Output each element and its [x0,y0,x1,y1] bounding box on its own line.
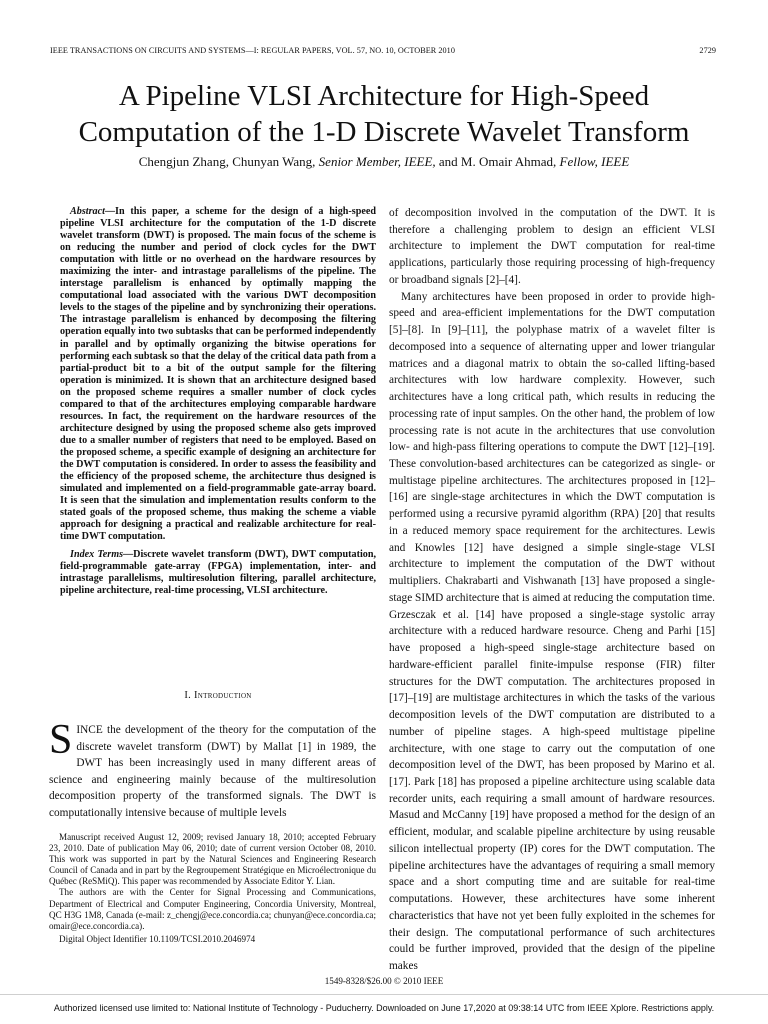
right-column [389,205,715,975]
license-notice: Authorized licensed use limited to: National Institute of Technology - Puducherry. Downloaded on June 17,2020 at 09:38:14 UTC from IEEE Xplore. Restrictions apply. [53,1003,715,1013]
abstract [60,206,376,543]
divider [0,994,768,995]
index-terms-text: Discrete wavelet transform (DWT), DWT computation, field-programmable gate-array (FPGA) implementation, inter- and intrastage parallelisms, multiresolution filtering, parallel architecture, pipeline architecture, real-time processing, VLSI architecture. [60,549,376,597]
section-number: I. [184,690,192,701]
abstract-label: Abstract [70,206,105,217]
doi-note: Digital Object Identifier 10.1109/TCSI.2010.2046974 [59,933,256,944]
manuscript-note: Manuscript received August 12, 2009; revised January 18, 2010; accepted February 23, 2010. Date of publication May 06, 2010; date of current version October 08, 2010. This work was supported in part by the Natural Sciences and Engineering Research Council of Canada and in part by the Regroupement Stratégique en Microélectronique du Québec (ReSMiQ). This paper was recommended by Associate Editor Y. Lian. [49,832,376,887]
index-terms-dash: — [123,549,134,561]
running-head [50,46,716,55]
first-page-footnotes [49,832,376,945]
left-column [60,206,376,598]
title-line-2: Computation of the 1-D Discrete Wavelet Transform [78,116,690,148]
drop-cap: S [49,717,73,763]
copyright-line: 1549-8328/$26.00 © 2010 IEEE [324,976,444,986]
author-1: Chengjun Zhang, [138,154,229,169]
body-paragraph: of decomposition involved in the computation of the DWT. It is therefore a challenging problem to design an efficient VLSI architecture to implement the DWT computation for real-time applications, particularly those requiring processing of high-frequency or broadband signals [2]–[4]. [389,207,715,286]
section-heading [60,690,376,701]
author-line [30,154,738,170]
journal-header: IEEE TRANSACTIONS ON CIRCUITS AND SYSTEMS—I: REGULAR PAPERS, VOL. 57, NO. 10, OCTOBER 2010 [50,46,455,55]
section-title: Introduction [194,690,252,701]
intro-text: INCE the development of the theory for the computation of the discrete wavelet transform (DWT) by Mallat [1] in 1989, the DWT has been increasingly used in many different areas of science and engineering mainly because of the multiresolution decomposition property of the transformed signals. The DWT is computationally intensive because of multiple levels [49,724,376,819]
paper-title [30,78,738,150]
page-number: 2729 [699,46,716,55]
author-3: M. Omair Ahmad, [460,154,557,169]
author-3-grade: Fellow, IEEE [559,154,630,169]
abstract-dash: — [104,206,116,217]
author-and: and [438,154,458,169]
author-2-grade: Senior Member, IEEE, [318,154,436,169]
intro-paragraph [49,717,376,822]
index-terms-label: Index Terms [70,549,124,561]
author-2: Chunyan Wang, [232,154,316,169]
index-terms [60,549,376,597]
title-line-1: A Pipeline VLSI Architecture for High-Speed [118,80,650,112]
author-affiliation-note: The authors are with the Center for Signal Processing and Communications, Department of Electrical and Computer Engineering, Concordia University, Montreal, QC H3G 1M8, Canada (e-mail: z_chengj@ece.concordia.ca; chunyan@ece.concordia.ca; omair@ece.concordia.ca). [49,887,376,931]
body-paragraph: Many architectures have been proposed in order to provide high-speed and area-efficient implementations for the DWT computation [5]–[8]. In [9]–[11], the polyphase matrix of a wavelet filter is decomposed into a sequence of alternating upper and lower triangular matrices and a diagonal matrix to obtain the so-called lifting-based architectures with low hardware complexity. However, such architectures have a long critical path, which results in reducing the processing rate of input samples. On the other hand, the problem of low processing rate is not acute in the architectures that use convolution low- and high-pass filtering operations to compute the DWT [12]–[19]. These convolution-based architectures can be categorized as single- or multistage pipeline architectures. The architectures proposed in [12]–[16] are single-stage architectures in which the DWT computation is performed using a recursive pyramid algorithm (RPA) [20] that results in a reduced memory space requirement for the architectures. Lewis and Knowles [12] have designed a simple single-stage VLSI architecture to implement the computation of the DWT without multipliers. Chakrabarti and Vishwanath [13] have proposed a single-stage SIMD architecture that is aimed at reducing the computation time. Grzesczak et al. [14] have proposed a single-stage systolic array architecture with a reduced hardware resource. Cheng and Parhi [15] have proposed a high-speed single-stage architecture based on hardware-efficient parallel finite-impulse response (FIR) filter structures for the DWT computation. The architectures proposed in [17]–[19] are multistage architectures in which the tasks of the various decomposition levels of the DWT computation are distributed to a number of pipeline stages. A high-speed multistage pipeline architecture, with one stage to carry out the computation of one decomposition level of the DWT, has been proposed by Marino et al. [17]. Park [18] has proposed a pipeline architecture using scalable data recorder units, each requiring a small amount of hardware resources. Masud and McCanny [19] have proposed a method for the design of an efficient, modular, and scalable pipeline architecture by using reusable silicon intellectual property (IP) cores for the DWT computation. The pipeline architectures have the advantages of requiring a small memory space and a short computing time and are suitable for real-time computations. However, these architectures have some inherent characteristics that have not yet been fully exploited in the schemes for their design. The computational performance of such architectures could be further improved, provided that the design of the pipeline makes [389,290,715,973]
abstract-text: In this paper, a scheme for the design of a high-speed pipeline VLSI architecture for the computation of the 1-D discrete wavelet transform (DWT) is proposed. The main focus of the scheme is on reducing the number and period of clock cycles for the DWT computation with little or no overhead on the hardware resources by maximizing the inter- and intrastage parallelisms of the pipeline. The interstage parallelism is enhanced by optimally mapping the computational load associated with the various DWT decomposition levels to the stages of the pipeline and by synchronizing their operations. The intrastage parallelism is enhanced by decomposing the filtering operation equally into two subtasks that can be performed independently in parallel and by optimally organizing the bitwise operations for performing each subtask so that the delay of the critical data path from a partial-product bit to a bit of the output sample for the filtering operation is minimized. It is shown that an architecture designed based on the proposed scheme requires a smaller number of clock cycles compared to that of the architectures employing comparable hardware resources. In fact, the requirement on the hardware resources of the architecture designed by using the proposed scheme also gets improved due to a smaller number of registers that need to be employed. Based on the proposed scheme, a specific example of designing an architecture for the DWT computation is considered. In order to assess the feasibility and the efficiency of the proposed scheme, the architecture thus designed is simulated and implemented on a field-programmable gate-array board. It is seen that the simulation and implementation results conform to the stated goals of the proposed scheme, thus making the scheme a viable approach for designing a practical and realizable architecture for real-time DWT computation. [60,206,376,543]
